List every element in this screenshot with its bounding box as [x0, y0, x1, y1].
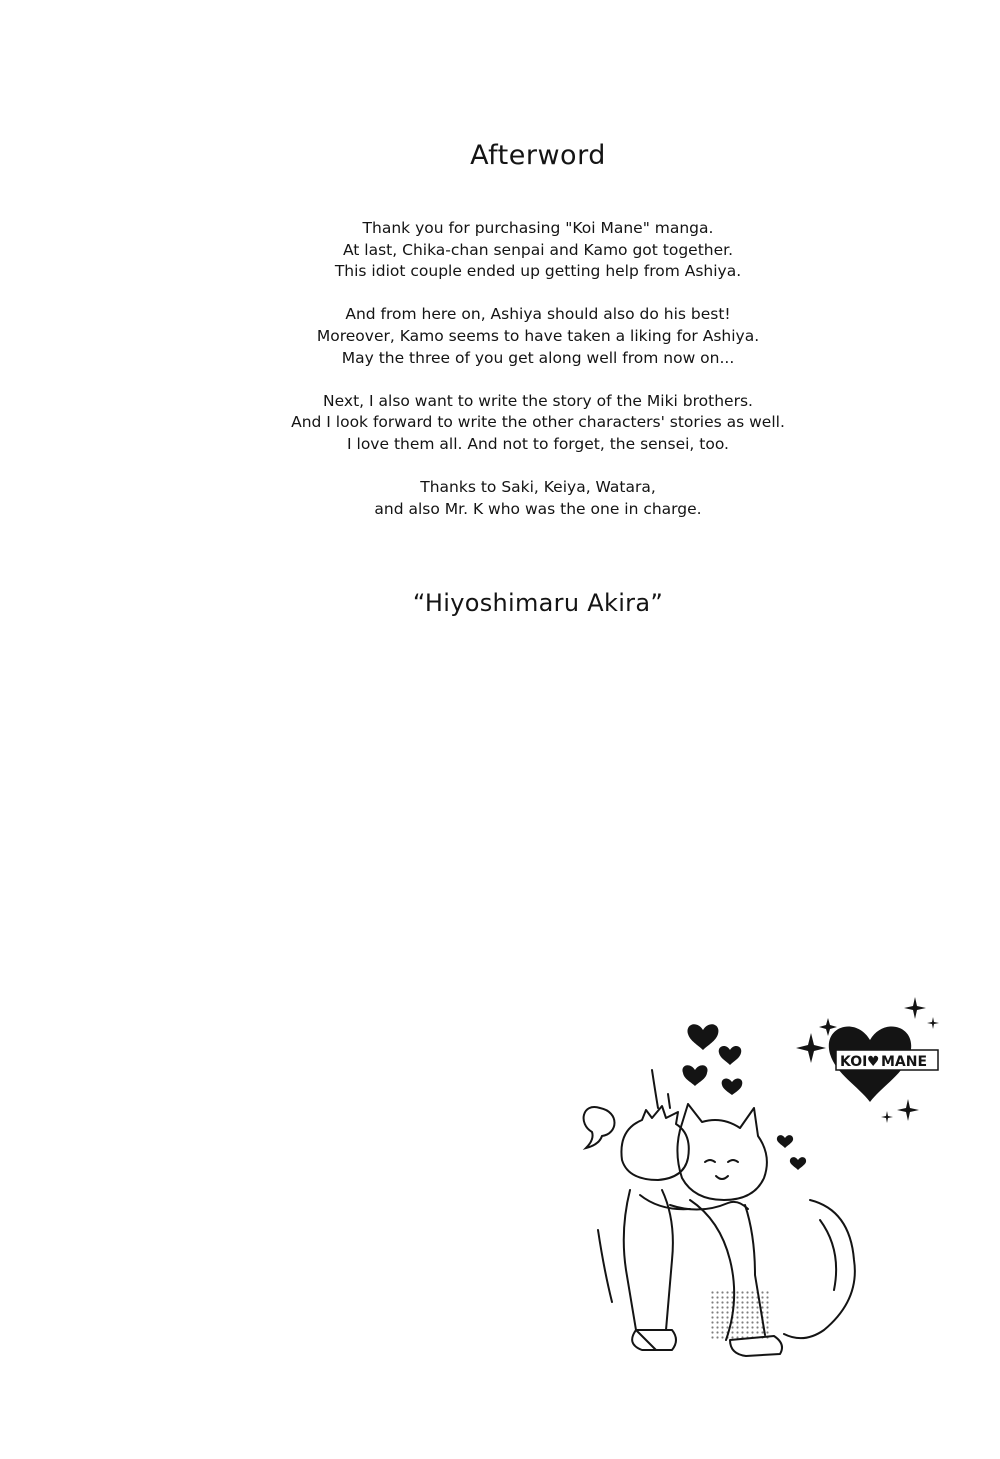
- text-line: Thanks to Saki, Keiya, Watara,: [420, 478, 656, 497]
- text-line: And from here on, Ashiya should also do his best!: [345, 305, 731, 324]
- logo-heart-icon: ♥: [867, 1054, 880, 1070]
- text-line: Next, I also want to write the story of the Miki brothers.: [323, 391, 753, 410]
- text-line: May the three of you get along well from now on...: [341, 348, 735, 367]
- text-line: Thank you for purchasing "Koi Mane" manga.: [362, 219, 714, 237]
- author-signature: “Hiyoshimaru Akira”: [412, 589, 664, 617]
- paragraph-3: [0, 391, 1000, 456]
- motion-lines: [598, 1070, 670, 1302]
- chibi-illustration: [570, 990, 950, 1375]
- logo-text-left: KOI: [840, 1054, 868, 1070]
- floating-hearts-icon: [682, 1024, 806, 1170]
- paragraph-1: [0, 218, 1000, 283]
- text-line: and also Mr. K who was the one in charge.: [374, 499, 702, 518]
- screentone-shading: [710, 1290, 770, 1340]
- paragraph-4: [0, 477, 1000, 520]
- text-line: I love them all. And not to forget, the sensei, too.: [347, 434, 729, 453]
- afterword-title: Afterword: [470, 140, 606, 171]
- paragraph-2: [0, 304, 1000, 369]
- text-line: This idiot couple ended up getting help from Ashiya.: [334, 262, 742, 281]
- speech-bubble-icon: [584, 1107, 615, 1148]
- koi-mane-logo: [829, 1026, 938, 1102]
- text-line: Moreover, Kamo seems to have taken a liking for Ashiya.: [316, 326, 760, 345]
- afterword-body: [0, 218, 1000, 542]
- text-line: At last, Chika-chan senpai and Kamo got together.: [342, 240, 734, 259]
- logo-text-right: MANE: [881, 1054, 928, 1070]
- text-line: And I look forward to write the other characters' stories as well.: [291, 413, 785, 432]
